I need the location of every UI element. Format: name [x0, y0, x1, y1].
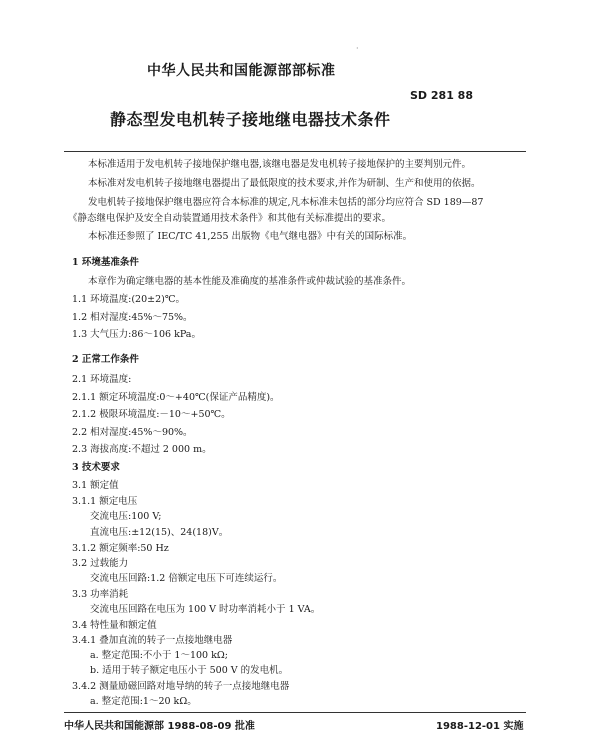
bottom-rule	[64, 712, 526, 713]
overload-text: 交流电压回路:1.2 倍额定电压下可连续运行。	[90, 573, 283, 584]
approval-date: 中华人民共和国能源部 1988-08-09 批准	[64, 721, 255, 732]
clause-2-1-1: 2.1.1 额定环境温度:0～+40℃(保证产品精度)。	[72, 392, 280, 403]
clause-1-2: 1.2 相对湿度:45%～75%。	[72, 312, 193, 323]
clause-1-1: 1.1 环境温度:(20±2)℃。	[72, 294, 185, 305]
clause-3-1-1: 3.1.1 额定电压	[72, 496, 138, 507]
clause-2-1: 2.1 环境温度:	[72, 374, 132, 385]
section-2-heading: 2 正常工作条件	[72, 354, 139, 365]
clause-3-1-2: 3.1.2 额定频率:50 Hz	[72, 543, 169, 554]
ac-voltage: 交流电压:100 V;	[90, 511, 162, 522]
dot-mark: ·	[356, 44, 359, 53]
item-a-range-2: a. 整定范围:1～20 kΩ。	[90, 696, 197, 707]
clause-3-1: 3.1 额定值	[72, 480, 119, 491]
intro-para-4: 本标准还参照了 IEC/TC 41,255 出版物《电气继电器》中有关的国际标准。	[88, 231, 413, 242]
intro-para-3: 发电机转子接地保护继电器应符合本标准的规定,凡本标准未包括的部分均应符合 SD 189—87	[88, 197, 484, 208]
top-rule	[64, 151, 526, 152]
clause-3-3: 3.3 功率消耗	[72, 589, 129, 600]
section-1-heading: 1 环境基准条件	[72, 257, 139, 268]
clause-2-3: 2.3 海拔高度:不超过 2 000 m。	[72, 444, 212, 455]
dc-voltage: 直流电压:±12(15)、24(18)V。	[90, 527, 229, 538]
intro-para-2: 本标准对发电机转子接地继电器提出了最低限度的技术要求,并作为研制、生产和使用的依据。	[88, 178, 481, 189]
clause-2-1-2: 2.1.2 极限环境温度:－10～+50℃。	[72, 409, 231, 420]
item-b-generator: b. 适用于转子额定电压小于 500 V 的发电机。	[90, 665, 289, 676]
item-a-range: a. 整定范围:不小于 1～100 kΩ;	[90, 650, 228, 661]
clause-3-2: 3.2 过载能力	[72, 558, 129, 569]
clause-2-2: 2.2 相对湿度:45%～90%。	[72, 427, 193, 438]
section-1-text: 本章作为确定继电器的基本性能及准确度的基准条件或仲裁试验的基准条件。	[88, 276, 412, 287]
intro-para-1: 本标准适用于发电机转子接地保护继电器,该继电器是发电机转子接地保护的主要判别元件。	[88, 159, 472, 170]
clause-3-4-1: 3.4.1 叠加直流的转子一点接地继电器	[72, 635, 233, 646]
clause-1-3: 1.3 大气压力:86～106 kPa。	[72, 329, 201, 340]
standard-code: SD 281 88	[410, 89, 473, 102]
section-3-heading: 3 技术要求	[72, 462, 120, 473]
issuing-organization: 中华人民共和国能源部部标准	[147, 63, 336, 79]
clause-3-4: 3.4 特性量和额定值	[72, 620, 157, 631]
power-consumption-text: 交流电压回路在电压为 100 V 时功率消耗小于 1 VA。	[90, 604, 321, 615]
document-title: 静态型发电机转子接地继电器技术条件	[110, 110, 391, 129]
implementation-date: 1988-12-01 实施	[436, 721, 524, 732]
clause-3-4-2: 3.4.2 测量励磁回路对地导纳的转子一点接地继电器	[72, 681, 290, 692]
intro-para-3-cont: 《静态继电保护及安全自动装置通用技术条件》和其他有关标准提出的要求。	[68, 213, 392, 224]
